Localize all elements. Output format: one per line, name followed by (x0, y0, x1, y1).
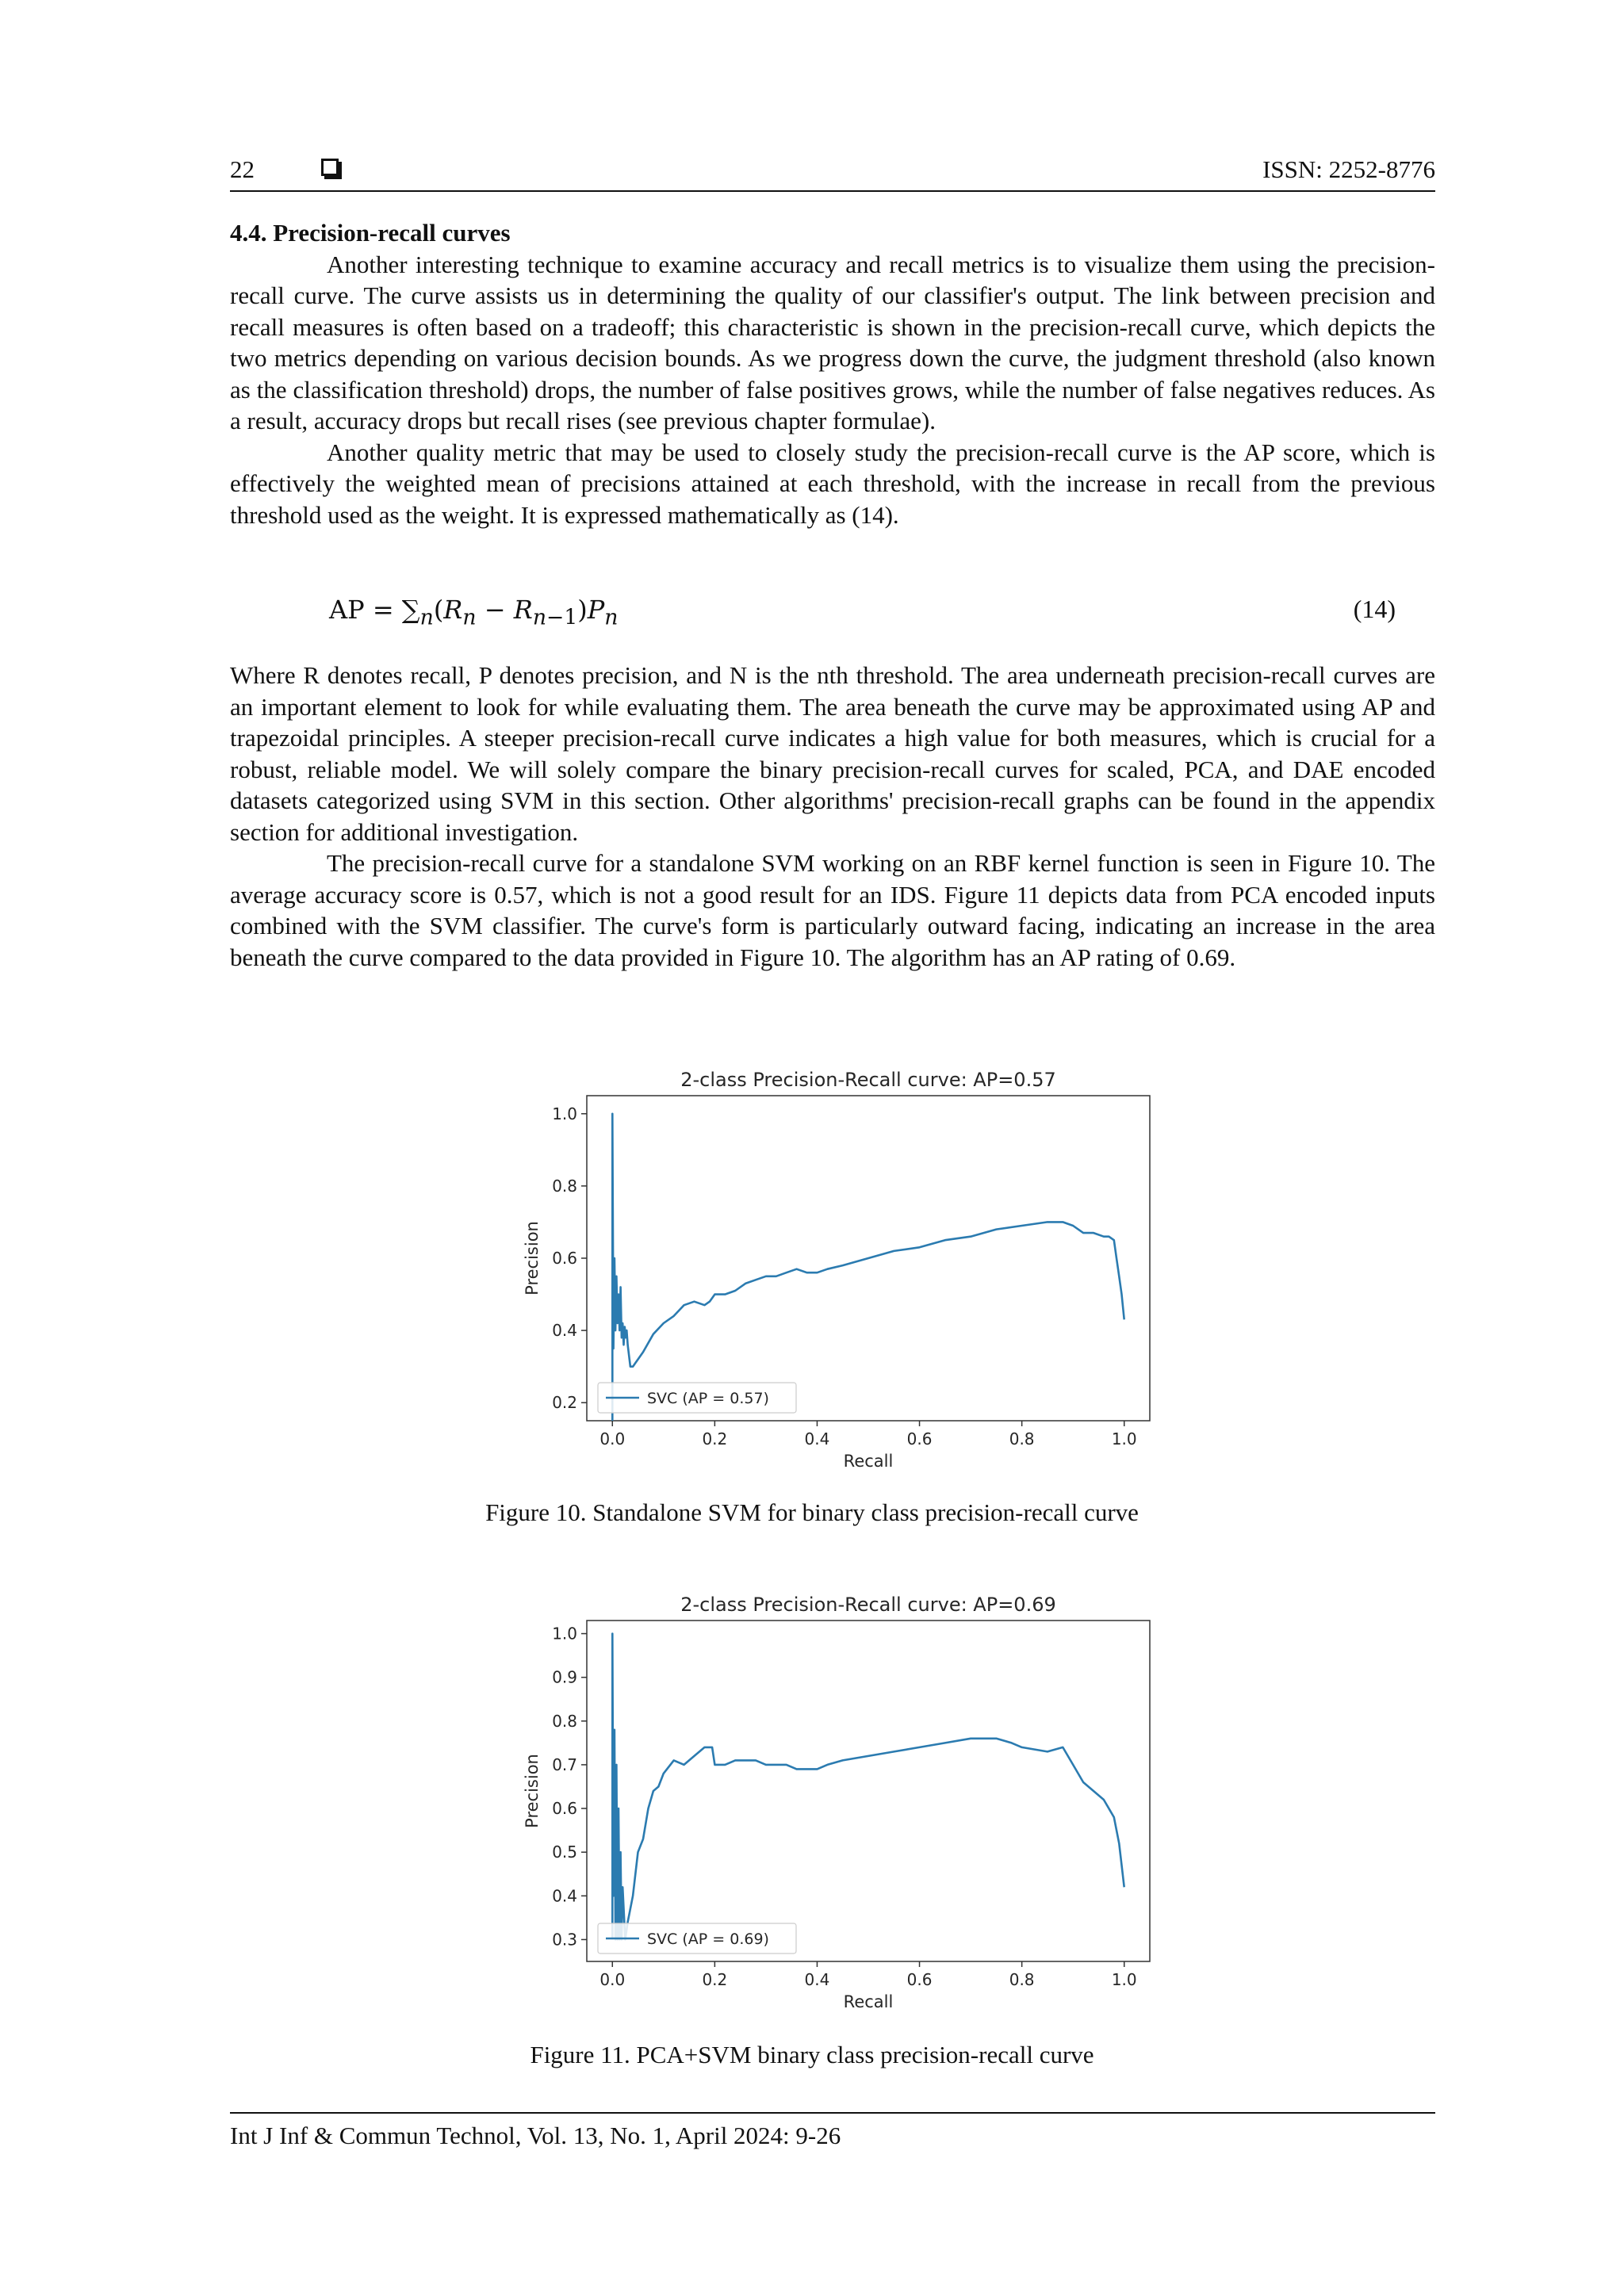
chart-frame (523, 1594, 1150, 2011)
paragraph-3: Where R denotes recall, P denotes precision, and N is the nth threshold. The area underneath precision-recall curves are an important element to look for while evaluating them. The area beneath the curve may be approximated using AP and trapezoidal principles. A steeper precision-recall curve indicates a high value for both measures, which is crucial for a robust, reliable model. We will solely compare the binary precision-recall curves for scaled, PCA, and DAE encoded datasets categorized using SVM in this section. Other algorithms' precision-recall graphs can be found in the appendix section for additional investigation. (230, 661, 1435, 846)
section-title: 4.4. Precision-recall curves (230, 219, 511, 247)
chart-title: 2-class Precision-Recall curve: AP=0.69 (680, 1594, 1056, 1616)
y-tick-label: 1.0 (552, 1624, 577, 1644)
x-tick-label: 0.8 (1009, 1429, 1035, 1448)
y-tick-label: 0.7 (552, 1755, 577, 1774)
plot-frame (587, 1621, 1150, 1961)
footer-rule (230, 2112, 1435, 2114)
x-tick-label: 1.0 (1111, 1970, 1137, 1989)
figure-10-caption: Figure 10. Standalone SVM for binary class precision-recall curve (485, 1498, 1139, 1526)
square-bullet-icon (321, 159, 339, 176)
body-text-1 (230, 217, 1435, 530)
page-number: 22 (230, 155, 255, 183)
y-tick-label: 0.4 (552, 1321, 577, 1341)
x-axis-label: Recall (843, 1992, 894, 2011)
y-axis-label: Precision (523, 1754, 542, 1828)
x-tick-label: 0.0 (599, 1970, 626, 1989)
paragraph-2: Another quality metric that may be used to closely study the precision-recall curve is the AP score, which is effectively the weighted mean of precisions attained at each threshold, with the increase in recall from the previous threshold used as the weight. It is expressed mathematically as (14). (230, 438, 1435, 529)
x-tick-label: 0.4 (804, 1429, 830, 1448)
body-text-2 (230, 660, 1435, 973)
y-tick-label: 0.8 (552, 1176, 577, 1196)
y-tick-label: 0.9 (552, 1667, 577, 1687)
figure-10-chart (508, 1050, 1166, 1479)
x-tick-label: 0.2 (702, 1429, 728, 1448)
series-line-0 (612, 1114, 1124, 1421)
x-tick-label: 0.6 (906, 1429, 933, 1448)
equation-number: (14) (1353, 595, 1396, 623)
y-tick-label: 0.6 (552, 1249, 577, 1268)
y-tick-label: 0.8 (552, 1711, 577, 1731)
x-tick-label: 0.8 (1009, 1970, 1035, 1989)
figure-11-caption: Figure 11. PCA+SVM binary class precision-recall curve (530, 2041, 1094, 2068)
y-tick-label: 0.6 (552, 1799, 577, 1819)
x-tick-label: 0.0 (599, 1429, 626, 1448)
equation-14: AP = $\sum_n(R_n - R_{n-1})P_n$ (14) (329, 595, 1396, 630)
series-line-0 (612, 1634, 1124, 1940)
issn: ISSN: 2252-8776 (1262, 155, 1435, 183)
paragraph-1: Another interesting technique to examine accuracy and recall metrics is to visualize them using the precision-recall curve. The curve assists us in determining the quality of our classifier's output. The link between precision and recall measures is often based on a tradeoff; this characteristic is shown in the precision-recall curve, which depicts the two metrics depending on various decision bounds. As we progress down the curve, the judgment threshold (also known as the classification threshold) drops, the number of false positives grows, while the number of false negatives reduces. As a result, accuracy drops but recall rises (see previous chapter formulae). (230, 250, 1435, 434)
x-axis-label: Recall (843, 1452, 894, 1471)
chart-title: 2-class Precision-Recall curve: AP=0.57 (680, 1069, 1056, 1091)
x-tick-label: 0.4 (804, 1970, 830, 1989)
y-tick-label: 0.4 (552, 1886, 577, 1906)
y-tick-label: 0.5 (552, 1843, 577, 1862)
x-tick-label: 0.6 (906, 1970, 933, 1989)
equation-lhs: AP (329, 595, 365, 625)
figure-11-chart (508, 1579, 1166, 2015)
chart-frame (523, 1069, 1150, 1471)
header-rule (230, 190, 1435, 192)
footer-citation: Int J Inf & Commun Technol, Vol. 13, No. 1, April 2024: 9-26 (230, 2122, 841, 2149)
y-tick-label: 1.0 (552, 1104, 577, 1123)
x-tick-label: 1.0 (1111, 1429, 1137, 1448)
y-tick-label: 0.3 (552, 1930, 577, 1950)
legend-label: SVC (AP = 0.69) (647, 1931, 769, 1948)
y-tick-label: 0.2 (552, 1393, 577, 1413)
y-axis-label: Precision (523, 1221, 542, 1295)
x-tick-label: 0.2 (702, 1970, 728, 1989)
legend-label: SVC (AP = 0.57) (647, 1390, 769, 1407)
paragraph-4: The precision-recall curve for a standalone SVM working on an RBF kernel function is seen in Figure 10. The average accuracy score is 0.57, which is not a good result for an IDS. Figure 11 depicts data from PCA encoded inputs combined with the SVM classifier. The curve's form is particularly outward facing, indicating an increase in the area beneath the curve compared to the data provided in Figure 10. The algorithm has an AP rating of 0.69. (230, 849, 1435, 971)
